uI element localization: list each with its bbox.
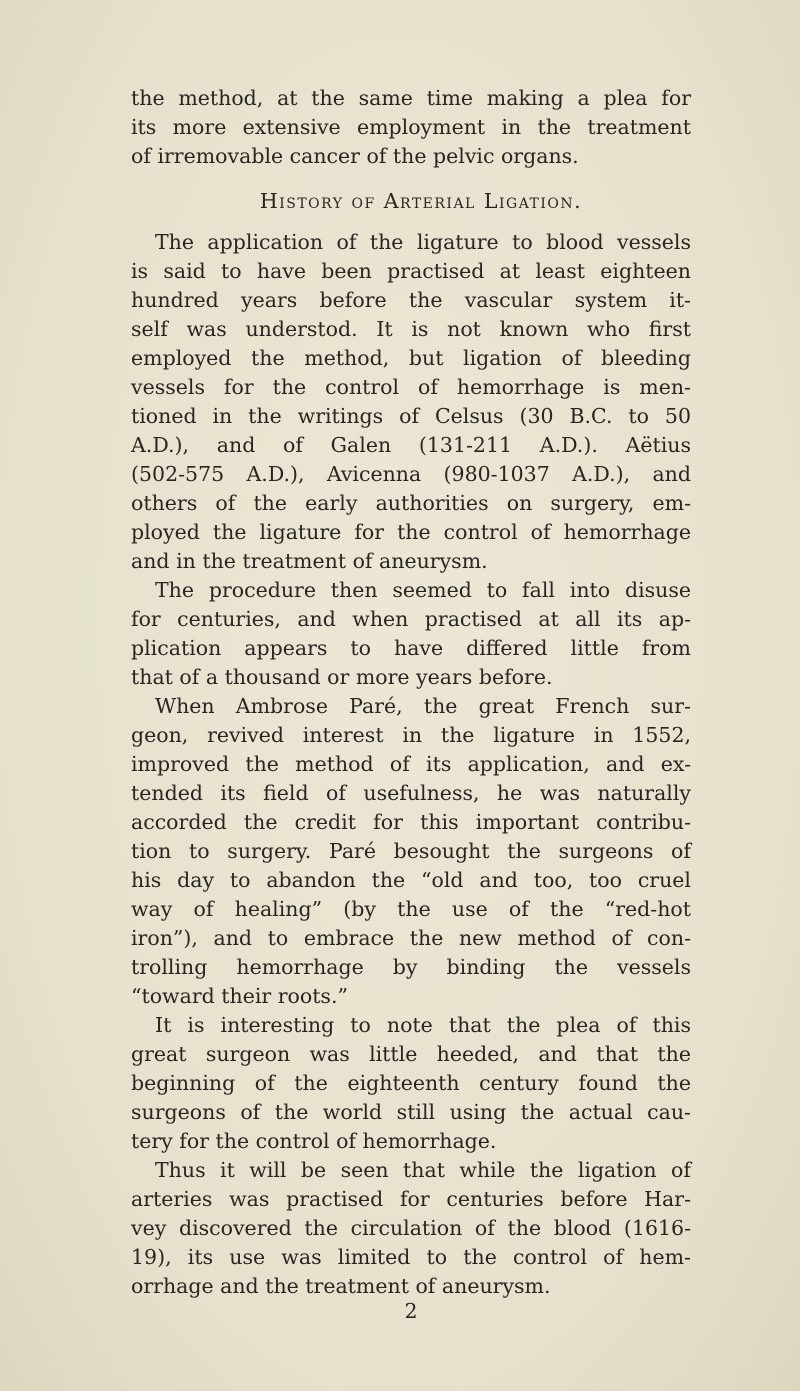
text-line: “toward their roots.” — [131, 984, 348, 1008]
text-line: tended its field of usefulness, he was naturally — [131, 781, 691, 805]
text-line: geon, revived interest in the ligature in 1552, — [131, 723, 691, 747]
text-line: ployed the ligature for the control of hemorrhage — [131, 520, 691, 544]
text-line: hundred years before the vascular system it- — [131, 288, 691, 312]
text-line: Thus it will be seen that while the ligation of — [155, 1158, 691, 1182]
paragraph — [131, 692, 691, 1011]
text-line: A.D.), and of Galen (131-211 A.D.). Aëtius — [131, 433, 691, 457]
text-line: that of a thousand or more years before. — [131, 665, 553, 689]
text-line: accorded the credit for this important contribu- — [131, 810, 691, 834]
text-line: of irremovable cancer of the pelvic organs. — [131, 144, 579, 168]
text-line: The application of the ligature to blood vessels — [155, 230, 691, 254]
text-line: way of healing” (by the use of the “red-hot — [131, 897, 691, 921]
page-number: 2 — [404, 1299, 418, 1323]
text-line: plication appears to have differed little from — [131, 636, 691, 660]
text-line: iron”), and to embrace the new method of con- — [131, 926, 691, 950]
text-line: and in the treatment of aneurysm. — [131, 549, 488, 573]
text-line: When Ambrose Paré, the great French sur- — [155, 694, 691, 718]
intro-paragraph — [131, 84, 691, 171]
text-line: The procedure then seemed to fall into disuse — [155, 578, 691, 602]
text-line: its more extensive employment in the treatment — [131, 115, 691, 139]
text-line: great surgeon was little heeded, and that the — [131, 1042, 691, 1066]
text-line: vey discovered the circulation of the blood (1616- — [131, 1216, 691, 1240]
paragraph — [131, 1156, 691, 1301]
paragraph — [131, 576, 691, 692]
text-line: (502-575 A.D.), Avicenna (980-1037 A.D.), and — [131, 462, 691, 486]
text-line: vessels for the control of hemorrhage is men- — [131, 375, 691, 399]
section-heading: History of Arterial Ligation. — [259, 189, 583, 213]
text-line: orrhage and the treatment of aneurysm. — [131, 1274, 551, 1298]
text-line: for centuries, and when practised at all its ap- — [131, 607, 691, 631]
paragraph — [131, 228, 691, 576]
paragraph — [131, 1011, 691, 1156]
text-line: surgeons of the world still using the actual cau- — [131, 1100, 691, 1124]
text-line: self was understod. It is not known who first — [131, 317, 691, 341]
text-line: employed the method, but ligation of bleeding — [131, 346, 691, 370]
text-line: is said to have been practised at least eighteen — [131, 259, 691, 283]
text-line: trolling hemorrhage by binding the vessels — [131, 955, 691, 979]
text-line: 19), its use was limited to the control of hem- — [131, 1245, 691, 1269]
text-line: beginning of the eighteenth century found the — [131, 1071, 691, 1095]
text-line: others of the early authorities on surgery, em- — [131, 491, 691, 515]
text-line: It is interesting to note that the plea of this — [155, 1013, 691, 1037]
text-line: improved the method of its application, and ex- — [131, 752, 691, 776]
text-line: tion to surgery. Paré besought the surgeons of — [131, 839, 691, 863]
text-line: his day to abandon the “old and too, too cruel — [131, 868, 691, 892]
text-line: the method, at the same time making a plea for — [131, 86, 691, 110]
text-line: tioned in the writings of Celsus (30 B.C. to 50 — [131, 404, 691, 428]
section-body — [131, 228, 691, 1301]
text-line: tery for the control of hemorrhage. — [131, 1129, 497, 1153]
text-line: arteries was practised for centuries before Har- — [131, 1187, 691, 1211]
text-column — [131, 84, 691, 1326]
